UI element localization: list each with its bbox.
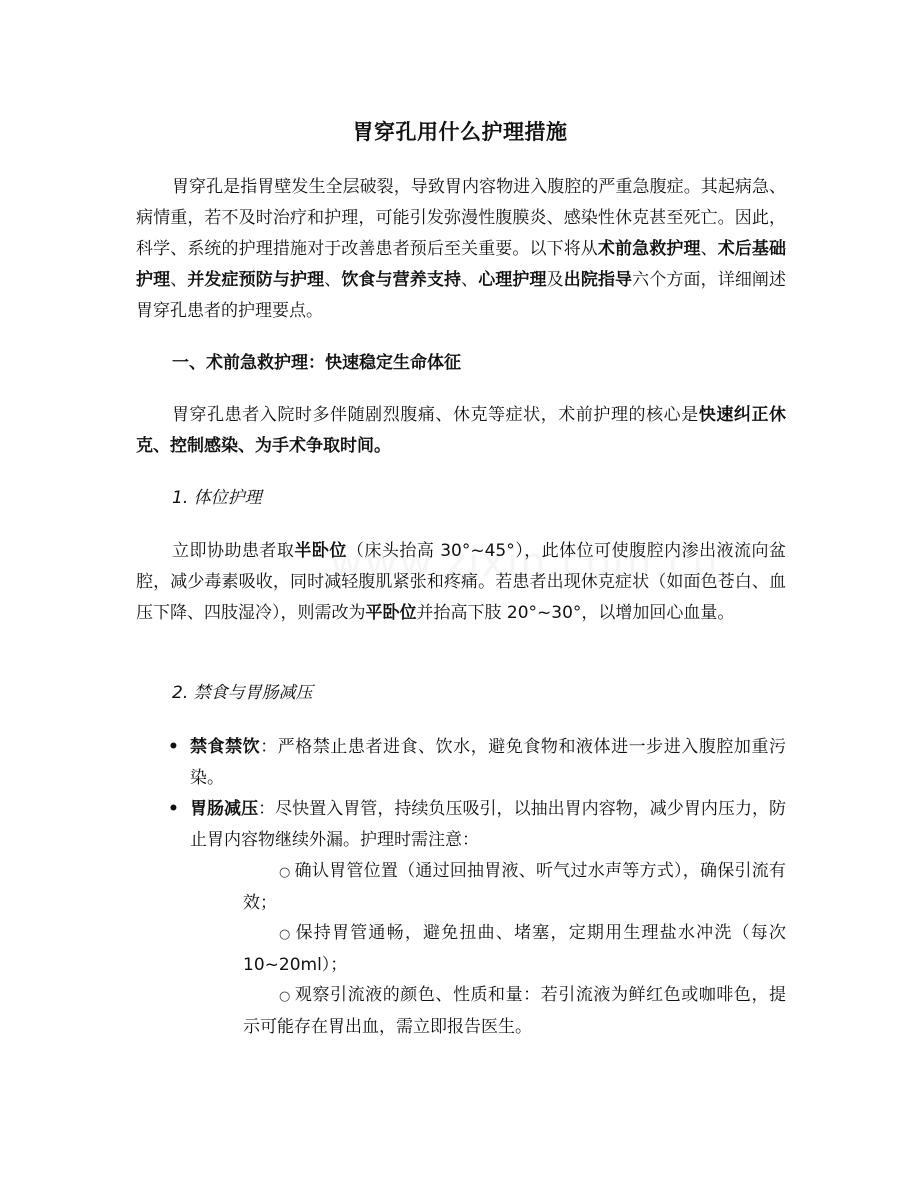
section1-heading: 一、术前急救护理：快速稳定生命体征 — [172, 353, 461, 373]
circle-bullet-icon: ○ — [279, 927, 292, 942]
sub2-heading: 2. 禁食与胃肠减压 — [172, 683, 313, 703]
intro-sep: 及 — [546, 270, 564, 290]
bullet-item — [168, 732, 787, 794]
sub1-bold-supine: 平卧位 — [365, 603, 417, 623]
intro-sep: 、 — [324, 270, 342, 290]
sub-bullet-item — [243, 980, 786, 1043]
bullet-dot-icon: • — [168, 737, 179, 757]
sub-bullet-text: 保持胃管通畅，避免扭曲、堵塞，定期用生理盐水冲洗（每次 10~20ml）； — [243, 923, 787, 975]
intro-text-end: 六个方面，详细阐述胃穿孔患者的护理要点。 — [136, 270, 787, 321]
document-title: 胃穿孔用什么护理措施 — [352, 120, 568, 144]
sub-bullet-text: 观察引流液的颜色、性质和量：若引流液为鲜红色或咖啡色，提示可能存在胃出血，需立即报告医生。 — [243, 985, 787, 1037]
intro-bold-postop: 术后基础护理 — [136, 239, 787, 290]
circle-bullet-icon: ○ — [279, 865, 291, 880]
sub1-heading: 1. 体位护理 — [172, 488, 262, 508]
intro-text: 胃穿孔是指胃壁发生全层破裂，导致胃内容物进入腹腔的严重急腹症。其起病急、病情重，若不及时治疗和护理，可能引发弥漫性腹膜炎、感染性休克甚至死亡。因此，科学、系统的护理措施对于改善患者预后至关重要。以下将从 — [136, 177, 786, 259]
intro-bold-complication: 并发症预防与护理 — [187, 270, 325, 290]
intro-sep: 、 — [461, 270, 479, 290]
sub1-text: 立即协助患者取 — [172, 541, 295, 561]
sub-bullet-text: 确认胃管位置（通过回抽胃液、听气过水声等方式），确保引流有效； — [243, 861, 787, 913]
intro-bold-preop: 术前急救护理 — [597, 239, 701, 259]
intro-bold-discharge: 出院指导 — [563, 270, 633, 290]
intro-paragraph — [136, 172, 786, 327]
intro-sep: 、 — [700, 239, 718, 259]
bullet-text: ：严格禁止患者进食、饮水，避免食物和液体进一步进入腹腔加重污染。 — [190, 737, 787, 788]
bullet-text: ：尽快置入胃管，持续负压吸引，以抽出胃内容物，减少胃内压力，防止胃内容物继续外漏。护理时需注意： — [190, 799, 787, 850]
section1-text: 胃穿孔患者入院时多伴随剧烈腹痛、休克等症状，术前护理的核心是 — [172, 405, 699, 425]
bullet-dot-icon: • — [168, 799, 179, 819]
section1-bold: 快速纠正休克、控制感染、为手术争取时间。 — [136, 405, 787, 456]
section1-paragraph — [136, 400, 786, 462]
intro-sep: 、 — [170, 270, 188, 290]
sub1-text-end: 并抬高下肢 20°~30°，以增加回心血量。 — [416, 603, 735, 623]
circle-bullet-icon: ○ — [279, 989, 291, 1004]
bullet-bold: 胃肠减压 — [190, 799, 259, 819]
sub1-text: （床头抬高 30°~45°），此体位可使腹腔内渗出液流向盆腔，减少毒素吸收，同时减轻腹肌紧张和疼痛。若患者出现休克症状（如面色苍白、血压下降、四肢湿冷），则需改为 — [136, 541, 787, 623]
bullet-bold: 禁食禁饮 — [190, 737, 261, 757]
intro-bold-psych: 心理护理 — [478, 270, 547, 290]
sub-bullet-item — [243, 918, 786, 981]
sub1-bold-semi-recumbent: 半卧位 — [294, 541, 347, 561]
bullet-item — [168, 794, 787, 856]
sub1-paragraph — [136, 536, 786, 629]
intro-bold-diet: 饮食与营养支持 — [341, 270, 462, 290]
sub-bullet-item — [243, 856, 786, 919]
